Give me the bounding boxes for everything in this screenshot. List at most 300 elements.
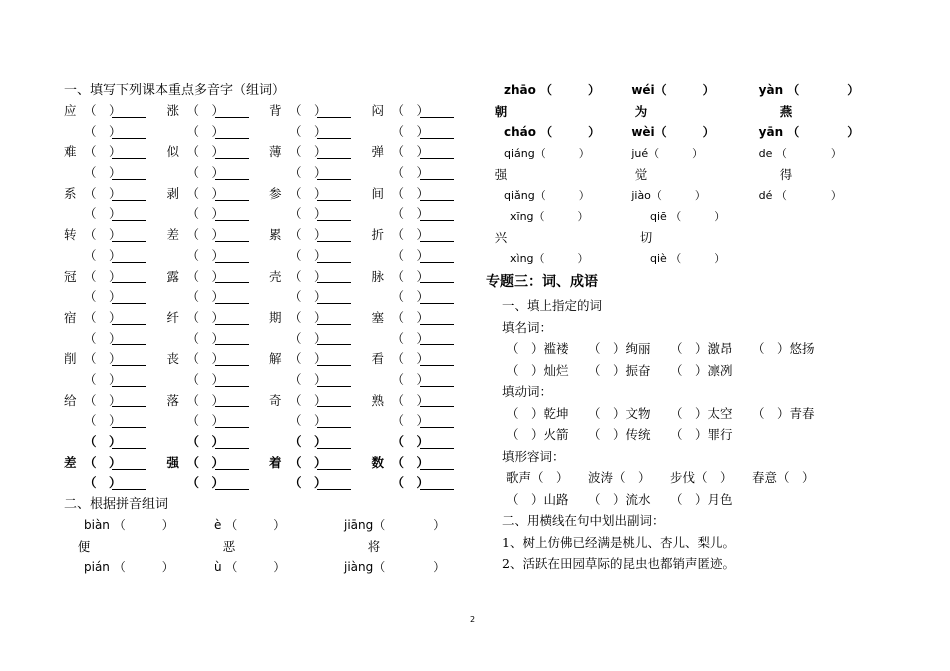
pinyin-row [486,143,886,164]
answer-parentheses[interactable]: （ ） [391,123,430,139]
answer-blank[interactable] [420,250,454,263]
character: 系 [64,185,77,201]
answer-blank[interactable] [420,353,454,366]
answer-parentheses[interactable]: （ ） [84,351,122,367]
adjective-label: 填形容词： [502,448,565,464]
answer-parentheses[interactable]: （ ） [84,309,122,325]
answer-parentheses[interactable]: （ ） [84,123,122,139]
character: 差 [166,227,180,243]
answer-blank[interactable] [215,270,249,283]
answer-parentheses[interactable]: （ ） [289,371,327,387]
answer-blank[interactable] [112,250,146,263]
answer-blank[interactable] [215,477,249,490]
answer-blank[interactable] [420,457,454,470]
answer-parentheses[interactable]: （ ） [84,103,122,118]
character: 应 [64,103,77,118]
word-item: （ ）火箭 [506,427,569,442]
answer-blank[interactable] [112,457,146,470]
character: 纤 [166,309,180,325]
answer-parentheses[interactable]: （ ） [289,165,327,181]
grid-cell [167,432,270,453]
answer-blank[interactable] [215,374,249,387]
answer-parentheses[interactable]: （ ） [391,289,430,305]
answer-parentheses[interactable]: （ ） [186,165,225,181]
answer-parentheses[interactable]: （ ） [186,289,225,305]
pinyin-row [64,557,474,578]
grid-cell [269,267,372,288]
answer-parentheses[interactable]: （ ） [84,268,122,284]
grid-cell [167,370,270,391]
grid-cell [64,142,167,163]
grid-cell [167,184,270,205]
grid-row [64,204,474,225]
answer-parentheses[interactable]: （ ） [84,185,122,201]
answer-parentheses[interactable]: （ ） [84,144,122,160]
answer-blank[interactable] [215,208,249,221]
answer-blank[interactable] [420,208,454,221]
answer-parentheses[interactable]: （ ） [391,144,430,160]
answer-blank[interactable] [112,353,146,366]
answer-parentheses[interactable]: （ ） [391,454,430,470]
answer-parentheses[interactable]: （ ） [84,330,122,346]
character: 着 [269,454,282,470]
answer-parentheses[interactable]: （ ） [391,227,430,243]
answer-parentheses[interactable]: （ ） [186,103,225,118]
answer-blank[interactable] [420,229,454,242]
section-title-pinyin: 二、根据拼音组词 [64,497,169,513]
answer-blank[interactable] [420,270,454,283]
grid-row [64,370,474,391]
answer-blank[interactable] [317,229,351,242]
answer-parentheses[interactable]: （ ） [391,309,430,325]
character: 削 [64,351,77,367]
grid-cell [64,101,167,122]
answer-parentheses[interactable]: （ ） [84,165,122,181]
answer-blank[interactable] [420,105,454,118]
answer-blank[interactable] [420,332,454,345]
answer-parentheses[interactable]: （ ） [84,475,122,491]
answer-blank[interactable] [215,188,249,201]
answer-blank[interactable] [420,188,454,201]
answer-blank[interactable] [317,436,351,449]
grid-row [64,349,474,370]
grid-row [64,163,474,184]
answer-parentheses[interactable]: （ ） [186,144,225,160]
character: 薄 [269,144,282,160]
answer-blank[interactable] [215,167,249,180]
answer-blank[interactable] [420,415,454,428]
grid-cell [269,329,372,350]
word-item: （ ）流水 [588,491,651,507]
word-item: （ ）悠扬 [752,341,815,356]
pinyin-item: è （ ） [214,518,286,533]
grid-cell [372,225,475,246]
grid-cell [167,287,270,308]
grid-cell [167,122,270,143]
character: 熟 [371,392,385,408]
pinyin-item: xīng（ ） [510,210,589,223]
grid-cell [64,184,167,205]
answer-parentheses[interactable]: （ ） [289,185,327,201]
word-item: （ ）褴褛 [506,341,569,356]
answer-blank[interactable] [112,146,146,159]
answer-parentheses[interactable]: （ ） [186,413,225,429]
answer-blank[interactable] [317,374,351,387]
answer-parentheses[interactable]: （ ） [289,454,327,470]
grid-row [64,473,474,494]
grid-cell [167,411,270,432]
character: 便 [77,539,91,555]
answer-parentheses[interactable]: （ ） [84,371,122,387]
answer-blank[interactable] [112,188,146,201]
character: 弹 [371,144,385,160]
answer-parentheses[interactable]: （ ） [289,247,327,263]
answer-parentheses[interactable]: （ ） [289,392,327,408]
character: 宿 [64,309,77,325]
answer-parentheses[interactable]: （ ） [391,103,430,118]
character-row [64,536,474,557]
answer-blank[interactable] [317,332,351,345]
grid-row [64,142,474,163]
pinyin-item: qiǎng（ ） [504,189,590,202]
pinyin-item: de （ ） [758,147,842,160]
answer-blank[interactable] [317,208,351,221]
answer-parentheses[interactable]: （ ） [391,330,430,346]
character: 将 [367,539,381,555]
answer-parentheses[interactable]: （ ） [289,351,327,367]
answer-parentheses[interactable]: （ ） [289,123,327,139]
word-row [486,424,886,446]
grid-cell [64,473,167,494]
answer-blank[interactable] [420,312,454,325]
pinyin-item: qiē （ ） [650,210,726,223]
answer-blank[interactable] [215,353,249,366]
grid-cell [167,163,270,184]
character: 奇 [269,392,282,408]
character: 为 [634,104,648,119]
answer-blank[interactable] [215,229,249,242]
grid-cell [372,453,475,474]
grid-cell [64,308,167,329]
answer-blank[interactable] [112,415,146,428]
answer-parentheses[interactable]: （ ） [84,206,122,222]
pinyin-row [486,248,886,269]
grid-cell [372,163,475,184]
grid-cell [269,163,372,184]
character: 恶 [222,539,236,555]
grid-row [64,267,474,288]
grid-cell [167,267,270,288]
pinyin-row [486,206,886,227]
answer-blank[interactable] [215,415,249,428]
word-item: （ ）传统 [588,427,651,442]
grid-cell [64,225,167,246]
answer-blank[interactable] [420,291,454,304]
answer-blank[interactable] [215,105,249,118]
answer-blank[interactable] [420,477,454,490]
answer-blank[interactable] [112,229,146,242]
answer-blank[interactable] [317,188,351,201]
answer-blank[interactable] [215,457,249,470]
answer-blank[interactable] [317,415,351,428]
answer-blank[interactable] [112,167,146,180]
grid-cell [269,184,372,205]
answer-parentheses[interactable]: （ ） [391,371,430,387]
answer-blank[interactable] [215,146,249,159]
answer-parentheses[interactable]: （ ） [186,371,225,387]
grid-cell [64,370,167,391]
answer-blank[interactable] [112,312,146,325]
answer-blank[interactable] [317,353,351,366]
answer-blank[interactable] [112,477,146,490]
grid-cell [372,246,475,267]
character-row [486,227,886,248]
character: 闷 [371,103,385,118]
answer-blank[interactable] [112,374,146,387]
grid-cell [269,473,372,494]
answer-blank[interactable] [112,126,146,139]
answer-parentheses[interactable]: （ ） [186,454,225,470]
answer-parentheses[interactable]: （ ） [391,475,430,491]
grid-cell [372,122,475,143]
word-item: （ ）乾坤 [506,405,569,421]
grid-cell [167,246,270,267]
character: 参 [269,185,282,201]
subsection-fill-words: 一、填上指定的词 [502,298,603,313]
answer-parentheses[interactable]: （ ） [391,206,430,222]
pinyin-item: jiào（ ） [631,189,706,202]
sentence: 2、活跃在田园草际的昆虫也都销声匿迹。 [502,556,735,571]
grid-cell [269,349,372,370]
answer-blank[interactable] [317,105,351,118]
grid-cell [372,267,475,288]
answer-blank[interactable] [112,332,146,345]
pinyin-row [64,515,474,536]
topic-three-title: 专题三：词、成语 [486,274,598,290]
grid-cell [372,370,475,391]
grid-row [64,246,474,267]
word-row [486,360,886,382]
answer-parentheses[interactable]: （ ） [391,247,430,263]
grid-row [64,225,474,246]
answer-parentheses[interactable]: （ ） [186,227,225,243]
answer-parentheses[interactable]: （ ） [391,185,430,201]
answer-blank[interactable] [215,312,249,325]
character: 塞 [371,309,385,325]
answer-parentheses[interactable]: （ ） [391,434,430,449]
grid-cell [64,163,167,184]
grid-cell [167,204,270,225]
pinyin-item: biàn （ ） [84,518,174,533]
word-item: （ ）激昂 [670,341,733,356]
answer-parentheses[interactable]: （ ） [289,309,327,325]
answer-blank[interactable] [317,270,351,283]
grid-cell [269,225,372,246]
character: 强 [494,167,508,182]
answer-parentheses[interactable]: （ ） [289,103,327,118]
character: 看 [371,351,385,367]
word-item: 歌声（ ） [506,470,569,485]
answer-blank[interactable] [420,126,454,139]
answer-parentheses[interactable]: （ ） [186,351,225,367]
answer-blank[interactable] [112,208,146,221]
answer-blank[interactable] [215,436,249,449]
word-row [486,403,886,425]
answer-parentheses[interactable]: （ ） [84,392,122,408]
answer-parentheses[interactable]: （ ） [84,247,122,263]
character: 转 [64,227,77,243]
answer-blank[interactable] [420,374,454,387]
answer-blank[interactable] [317,477,351,490]
section-title-polyphonic: 一、填写下列课本重点多音字（组词） [64,83,286,98]
answer-blank[interactable] [317,146,351,159]
grid-cell [269,370,372,391]
grid-cell [269,391,372,412]
character: 解 [269,351,282,367]
answer-blank[interactable] [317,312,351,325]
answer-parentheses[interactable]: （ ） [289,330,327,346]
answer-parentheses[interactable]: （ ） [186,434,225,449]
grid-cell [167,142,270,163]
word-item: （ ）青春 [752,405,815,421]
answer-blank[interactable] [215,126,249,139]
grid-row [64,308,474,329]
grid-cell [372,204,475,225]
grid-cell [167,329,270,350]
answer-parentheses[interactable]: （ ） [186,330,225,346]
answer-parentheses[interactable]: （ ） [186,475,225,491]
pinyin-item: jué（ ） [631,147,704,160]
answer-blank[interactable] [420,167,454,180]
answer-parentheses[interactable]: （ ） [186,206,225,222]
answer-blank[interactable] [112,105,146,118]
grid-cell [167,308,270,329]
grid-cell [372,308,475,329]
pinyin-item: qiè （ ） [650,252,726,265]
answer-parentheses[interactable]: （ ） [391,351,430,367]
character: 剥 [166,185,180,201]
grid-cell [372,432,475,453]
answer-parentheses[interactable]: （ ） [391,392,430,408]
character-row [486,164,886,185]
answer-parentheses[interactable]: （ ） [289,475,327,491]
answer-blank[interactable] [215,394,249,407]
answer-parentheses[interactable]: （ ） [289,413,327,429]
answer-blank[interactable] [317,394,351,407]
answer-blank[interactable] [112,394,146,407]
answer-parentheses[interactable]: （ ） [84,227,122,243]
word-item: （ ）罪行 [670,427,733,442]
grid-cell [372,184,475,205]
answer-parentheses[interactable]: （ ） [289,144,327,160]
grid-cell [269,432,372,453]
grid-cell [269,453,372,474]
grid-cell [269,101,372,122]
grid-cell [167,349,270,370]
verb-label: 填动词： [502,384,553,399]
answer-blank[interactable] [215,332,249,345]
character-row [486,101,886,122]
grid-row [64,411,474,432]
answer-parentheses[interactable]: （ ） [186,309,225,325]
answer-blank[interactable] [112,436,146,449]
answer-parentheses[interactable]: （ ） [186,185,225,201]
pinyin-item: xìng（ ） [510,252,589,265]
grid-cell [167,473,270,494]
answer-blank[interactable] [317,250,351,263]
word-row [486,489,886,511]
word-item: （ ）凛冽 [670,362,733,378]
answer-blank[interactable] [215,291,249,304]
answer-parentheses[interactable]: （ ） [289,227,327,243]
character: 切 [639,230,653,245]
answer-parentheses[interactable]: （ ） [84,289,122,305]
answer-parentheses[interactable]: （ ） [186,268,225,284]
grid-cell [372,349,475,370]
answer-parentheses[interactable]: （ ） [84,434,122,449]
grid-cell [64,267,167,288]
answer-parentheses[interactable]: （ ） [84,413,122,429]
answer-blank[interactable] [420,146,454,159]
answer-blank[interactable] [112,270,146,283]
answer-parentheses[interactable]: （ ） [289,289,327,305]
answer-parentheses[interactable]: （ ） [289,434,327,449]
grid-cell [64,453,167,474]
answer-parentheses[interactable]: （ ） [186,123,225,139]
right-column [486,80,886,575]
pinyin-item: jiāng（ ） [344,518,446,533]
grid-cell [269,122,372,143]
character: 折 [371,227,385,243]
answer-parentheses[interactable]: （ ） [289,206,327,222]
pinyin-item: yàn （ ） [758,83,860,97]
word-row [486,338,886,360]
answer-blank[interactable] [317,457,351,470]
answer-parentheses[interactable]: （ ） [186,247,225,263]
character: 得 [779,167,793,182]
word-item: （ ）文物 [588,405,651,421]
answer-parentheses[interactable]: （ ） [289,268,327,284]
answer-blank[interactable] [420,394,454,407]
answer-parentheses[interactable]: （ ） [391,413,430,429]
grid-cell [64,391,167,412]
character: 朝 [494,104,508,119]
word-item: （ ）绚丽 [588,341,651,356]
word-item: （ ）山路 [506,491,569,507]
character: 燕 [779,104,793,119]
grid-cell [64,411,167,432]
answer-blank[interactable] [420,436,454,449]
answer-blank[interactable] [215,250,249,263]
polyphonic-grid [64,101,474,494]
answer-parentheses[interactable]: （ ） [391,268,430,284]
grid-cell [372,287,475,308]
answer-blank[interactable] [317,126,351,139]
grid-row [64,453,474,474]
word-item: （ ）月色 [670,491,733,507]
answer-parentheses[interactable]: （ ） [84,454,122,470]
grid-cell [372,329,475,350]
character: 差 [64,454,77,470]
grid-cell [372,142,475,163]
character: 背 [269,103,282,118]
character: 觉 [634,167,648,182]
answer-parentheses[interactable]: （ ） [186,392,225,408]
answer-blank[interactable] [317,167,351,180]
answer-parentheses[interactable]: （ ） [391,165,430,181]
answer-blank[interactable] [317,291,351,304]
answer-blank[interactable] [112,291,146,304]
